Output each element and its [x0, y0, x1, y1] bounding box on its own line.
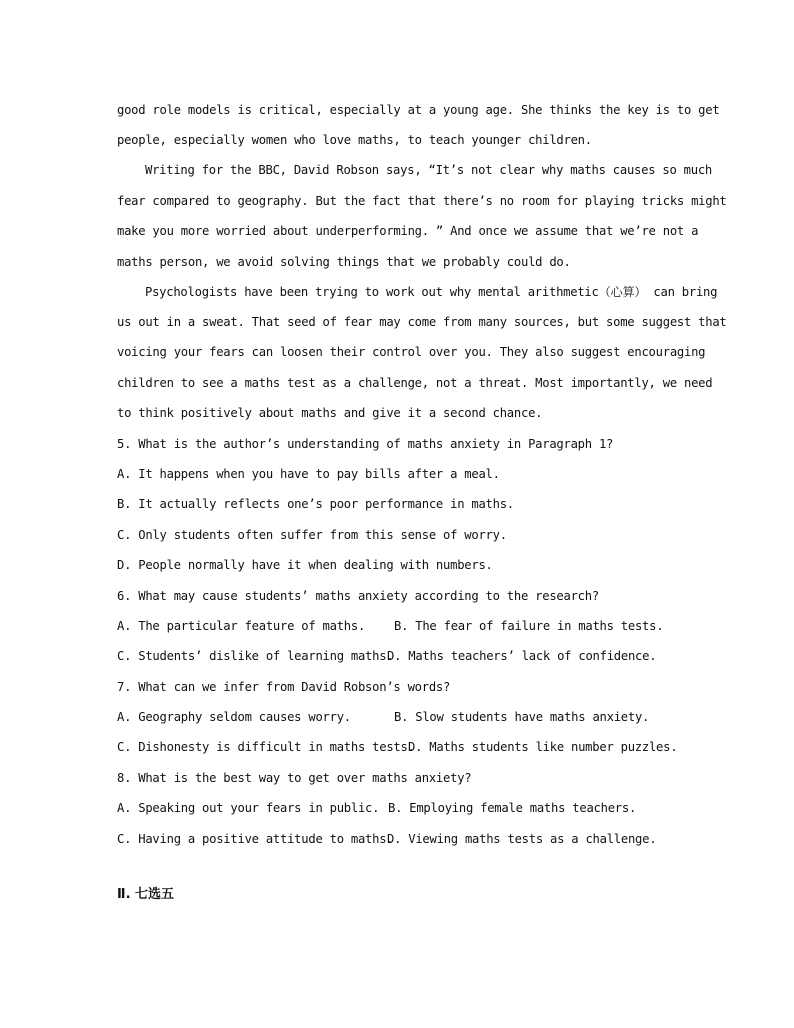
answer-option: D. Maths teachers’ lack of confidence. — [387, 649, 657, 663]
question-stem: 5. What is the author’s understanding of maths anxiety in Paragraph 1? — [117, 437, 614, 451]
passage-line: good role models is critical, especially at a young age. She thinks the key is to get — [117, 103, 720, 117]
answer-option: C. Only students often suffer from this sense of worry. — [117, 528, 507, 542]
question-stem: 7. What can we infer from David Robson’s words? — [117, 680, 451, 694]
passage-line: Writing for the BBC, David Robson says, “It’s not clear why maths causes so much — [145, 163, 712, 177]
answer-option: D. People normally have it when dealing with numbers. — [117, 558, 493, 572]
answer-option: A. The particular feature of maths. — [117, 619, 366, 633]
answer-option: C. Students’ dislike of learning maths. — [117, 649, 394, 663]
answer-option: B. It actually reflects one’s poor performance in maths. — [117, 497, 514, 511]
passage-line: us out in a sweat. That seed of fear may come from many sources, but some suggest that — [117, 315, 727, 329]
section-heading: Ⅱ. 七选五 — [117, 887, 175, 902]
answer-option: A. Speaking out your fears in public. — [117, 801, 380, 815]
answer-option: A. Geography seldom causes worry. — [117, 710, 351, 724]
answer-option: D. Viewing maths tests as a challenge. — [387, 832, 657, 846]
passage-line: maths person, we avoid solving things that we probably could do. — [117, 255, 571, 269]
passage-line: make you more worried about underperforming. ” And once we assume that we’re not a — [117, 224, 699, 238]
answer-option: C. Dishonesty is difficult in maths tests. — [117, 740, 415, 754]
answer-option: C. Having a positive attitude to maths. — [117, 832, 394, 846]
answer-option: B. The fear of failure in maths tests. — [394, 619, 664, 633]
passage-line: voicing your fears can loosen their control over you. They also suggest encouraging — [117, 345, 706, 359]
passage-line: fear compared to geography. But the fact that there’s no room for playing tricks might — [117, 194, 727, 208]
passage-line: Psychologists have been trying to work out why mental arithmetic（心算） can bring — [145, 285, 718, 299]
question-stem: 6. What may cause students’ maths anxiety according to the research? — [117, 589, 599, 603]
passage-line: people, especially women who love maths, to teach younger children. — [117, 133, 592, 147]
passage-line: to think positively about maths and give it a second chance. — [117, 406, 543, 420]
answer-option: B. Slow students have maths anxiety. — [394, 710, 650, 724]
answer-option: A. It happens when you have to pay bills after a meal. — [117, 467, 500, 481]
answer-option: D. Maths students like number puzzles. — [408, 740, 678, 754]
question-stem: 8. What is the best way to get over maths anxiety? — [117, 771, 472, 785]
passage-line: children to see a maths test as a challenge, not a threat. Most importantly, we need — [117, 376, 713, 390]
answer-option: B. Employing female maths teachers. — [388, 801, 637, 815]
